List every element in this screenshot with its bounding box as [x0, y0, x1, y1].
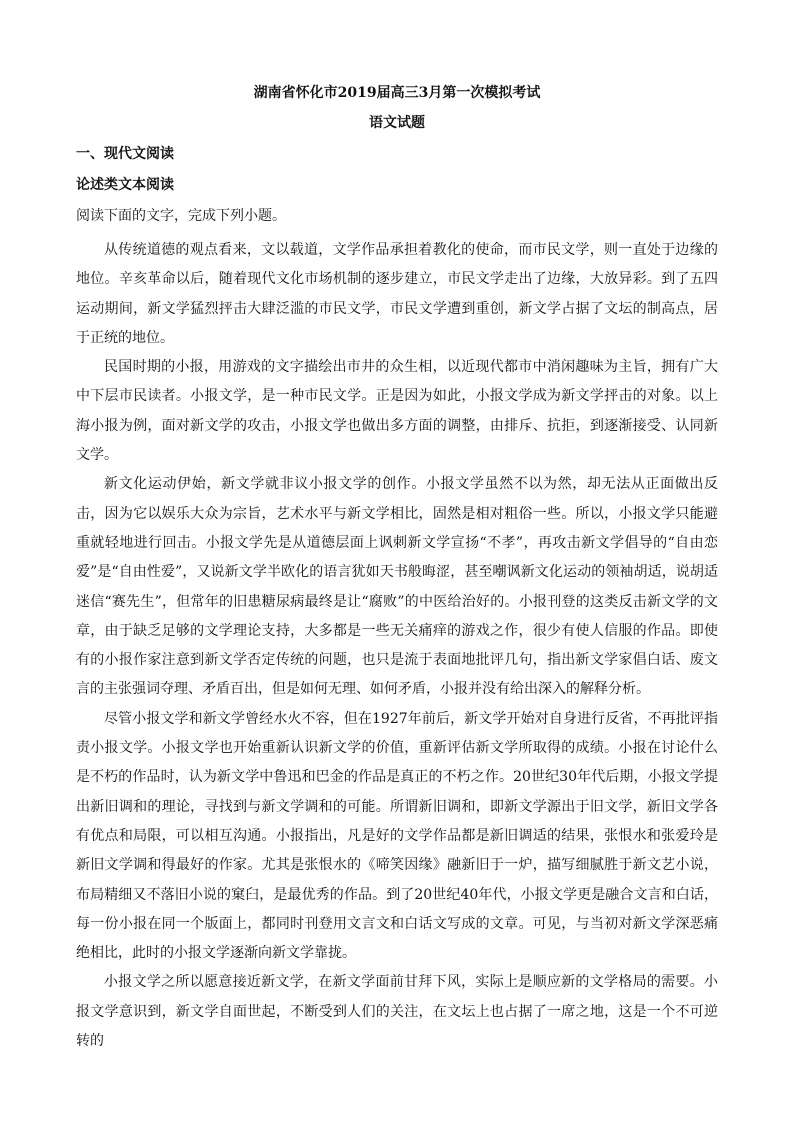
- paragraph: 尽管小报文学和新文学曾经水火不容，但在1927年前后，新文学开始对自身进行反省，不再批评指责小报文学。小报文学也开始重新认识新文学的价值，重新评估新文学所取得的成绩。小报在讨论什么是不朽的作品时，认为新文学中鲁迅和巴金的作品是真正的不朽之作。20世纪30年代后期，小报文学提出新旧调和的理论，寻找到与新文学调和的可能。所谓新旧调和，即新文学源出于旧文学，新旧文学各有优点和局限，可以相互沟通。小报指出，凡是好的文学作品都是新旧调适的结果，张恨水和张爱玲是新旧文学调和得最好的作家。尤其是张恨水的《啼笑因缘》融新旧于一炉，描写细腻胜于新文艺小说，布局精细又不落旧小说的窠臼，是最优秀的作品。到了20世纪40年代，小报文学更是融合文言和白话，每一份小报在同一个版面上，都同时刊登用文言文和白话文写成的文章。可见，与当初对新文学深恶痛绝相比，此时的小报文学逐渐向新文学靠拢。: [76, 710, 718, 962]
- paragraph: 民国时期的小报，用游戏的文字描绘出市井的众生相，以近现代都市中消闲趣味为主旨，拥有广大中下层市民读者。小报文学，是一种市民文学。正是因为如此，小报文学成为新文学抨击的对象。以上海小报为例，面对新文学的攻击，小报文学也做出多方面的调整，由排斥、抗拒，到逐渐接受、认同新文学。: [76, 359, 718, 464]
- article-body: [76, 236, 718, 1056]
- exam-title: 湖南省怀化市2019届高三3月第一次模拟考试: [253, 85, 541, 101]
- section-heading: 一、现代文阅读: [76, 146, 174, 162]
- subsection-heading: 论述类文本阅读: [76, 177, 174, 193]
- reading-instruction: 阅读下面的文字，完成下列小题。: [76, 208, 286, 224]
- paragraph: 新文化运动伊始，新文学就非议小报文学的创作。小报文学虽然不以为然，却无法从正面做出反击，因为它以娱乐大众为宗旨，艺术水平与新文学相比，固然是相对粗俗一些。所以，小报文学只能避重就轻地进行回击。小报文学先是从道德层面上讽刺新文学宣扬“不孝”，再攻击新文学倡导的“自由恋爱”是“自由性爱”，又说新文学半欧化的语言犹如天书般晦涩，甚至嘲讽新文化运动的领袖胡适，说胡适迷信“赛先生”，但常年的旧患糖尿病最终是让“腐败”的中医给治好的。小报刊登的这类反击新文学的文章，由于缺乏足够的文学理论支持，大多都是一些无关痛痒的游戏之作，很少有使人信服的作品。即使有的小报作家注意到新文学否定传统的问题，也只是流于表面地批评几句，指出新文学家倡白话、废文言的主张强词夺理、矛盾百出，但是如何无理、如何矛盾，小报并没有给出深入的解释分析。: [76, 476, 718, 698]
- exam-subtitle: 语文试题: [369, 115, 425, 131]
- paragraph: 从传统道德的观点看来，文以载道，文学作品承担着教化的使命，而市民文学，则一直处于边缘的地位。辛亥革命以后，随着现代文化市场机制的逐步建立，市民文学走出了边缘，大放异彩。到了五四运动期间，新文学猛烈抨击大肆泛滥的市民文学，市民文学遭到重创，新文学占据了文坛的制高点，居于正统的地位。: [76, 242, 718, 346]
- paragraph: 小报文学之所以愿意接近新文学，在新文学面前甘拜下风，实际上是顺应新的文学格局的需要。小报文学意识到，新文学自面世起，不断受到人们的关注，在文坛上也占据了一席之地，这是一个不可逆转的: [76, 974, 718, 1050]
